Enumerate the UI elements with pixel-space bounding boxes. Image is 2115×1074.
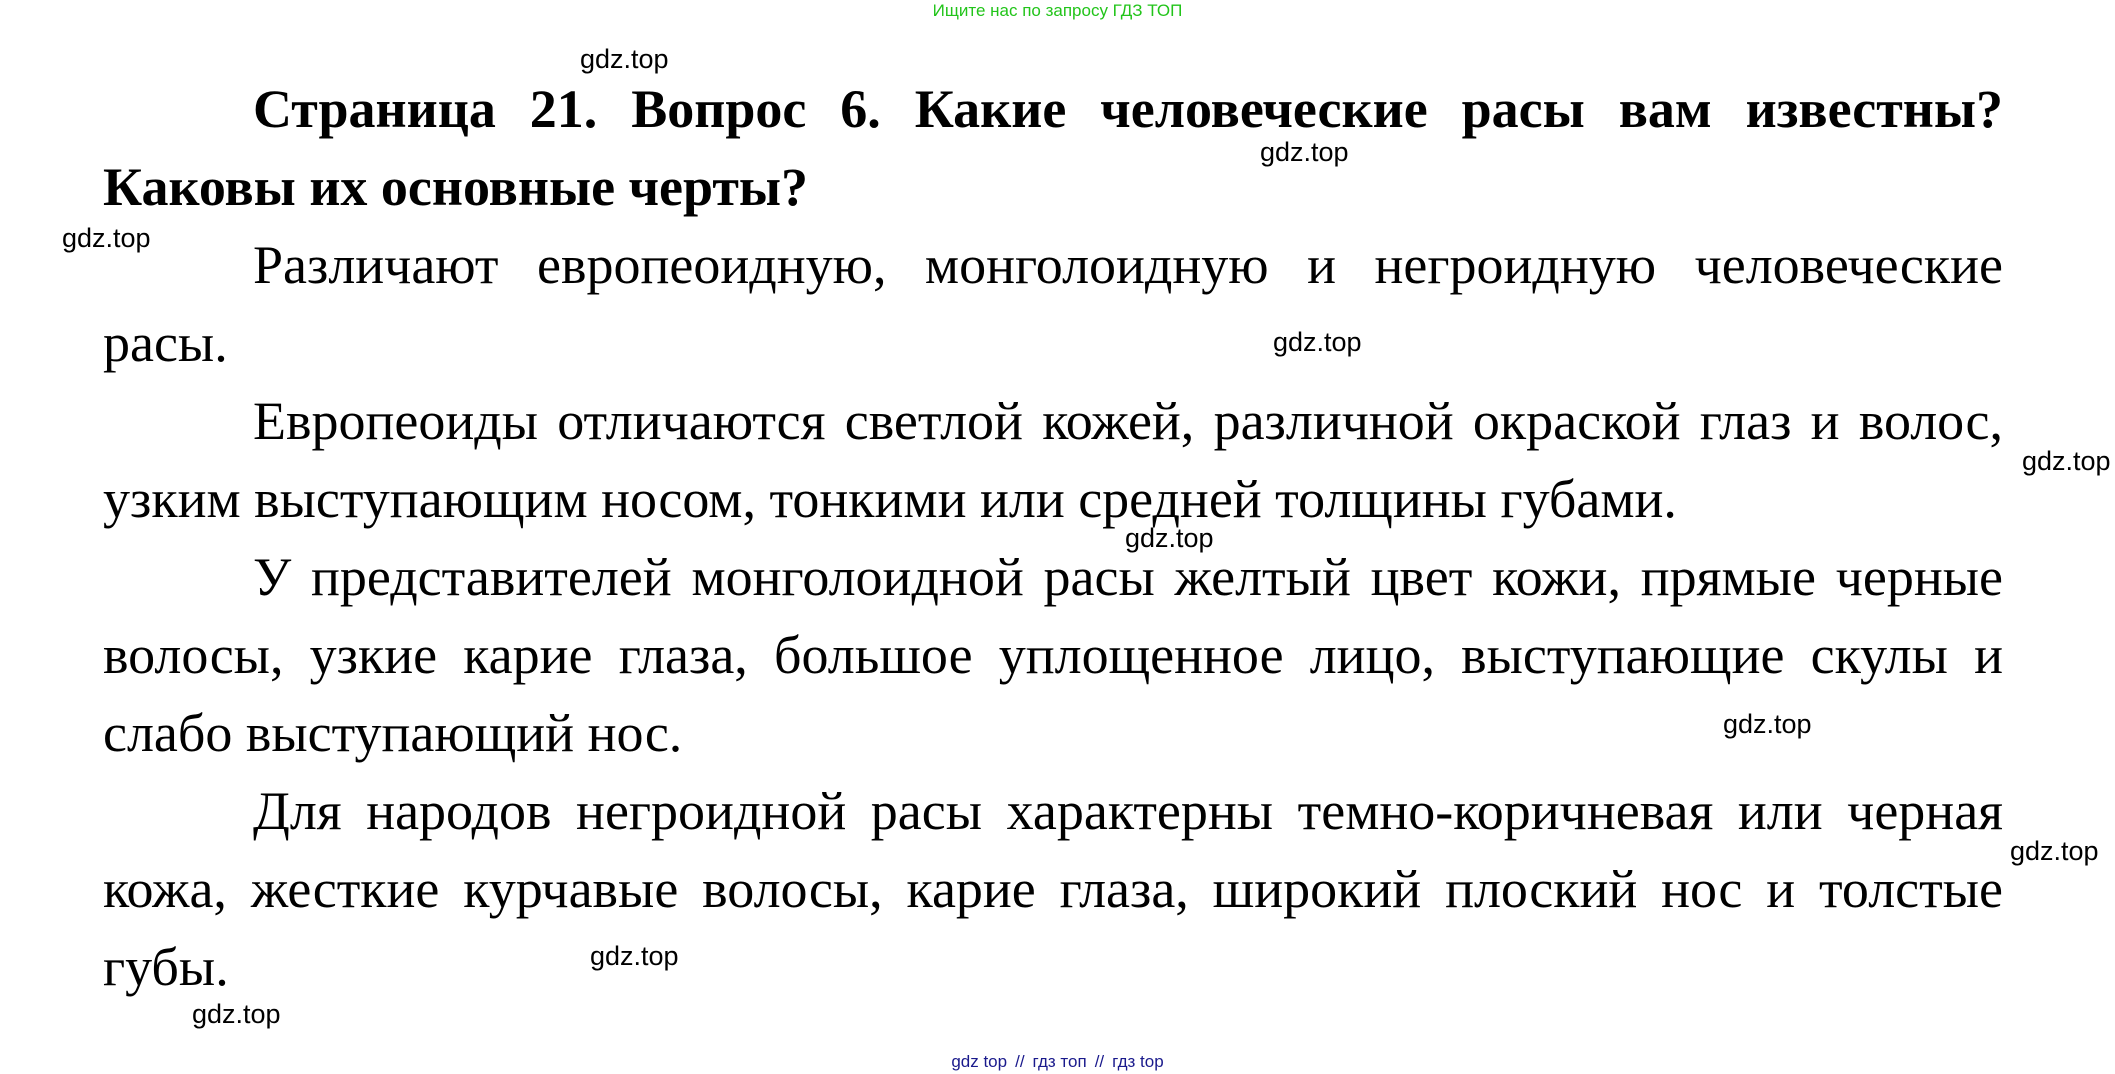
watermark: gdz.top [1723,709,1812,739]
document-body [103,70,2003,1006]
footer-links [0,1051,2115,1073]
footer-link[interactable]: гдз top [1112,1052,1164,1071]
paragraph-europeoids: Европеоиды отличаются светлой кожей, различной окраской глаз и волос, узким выступающим носом, тонкими или средней толщины губами. [103,391,2003,529]
paragraph-races-list: Различают европеоидную, монголоидную и негроидную человеческие расы. [103,235,2003,373]
watermark: gdz.top [580,44,669,74]
watermark: gdz.top [192,999,281,1029]
footer-separator: // [1015,1052,1025,1071]
watermark: gdz.top [62,223,151,253]
footer-link[interactable]: гдз топ [1032,1052,1087,1071]
watermark: gdz.top [2010,836,2099,866]
paragraph-negroids: Для народов негроидной расы характерны темно-коричневая или черная кожа, жесткие курчавые волосы, карие глаза, широкий плоский нос и толстые губы. [103,781,2003,997]
paragraph-mongoloids: У представителей монголоидной расы желтый цвет кожи, прямые черные волосы, узкие карие глаза, большое уплощенное лицо, выступающие скулы и слабо выступающий нос. [103,547,2003,763]
footer-link[interactable]: gdz top [951,1052,1008,1071]
watermark: gdz.top [590,941,679,971]
top-banner: Ищите нас по запросу ГДЗ ТОП [932,1,1183,20]
page-title: Страница 21. Вопрос 6. Какие человеческие расы вам известны? Каковы их основные черты? [103,79,2003,217]
watermark: gdz.top [1260,137,1349,167]
footer-separator: // [1094,1052,1105,1071]
watermark: gdz.top [2022,446,2111,476]
watermark: gdz.top [1273,327,1362,357]
watermark: gdz.top [1125,523,1214,553]
